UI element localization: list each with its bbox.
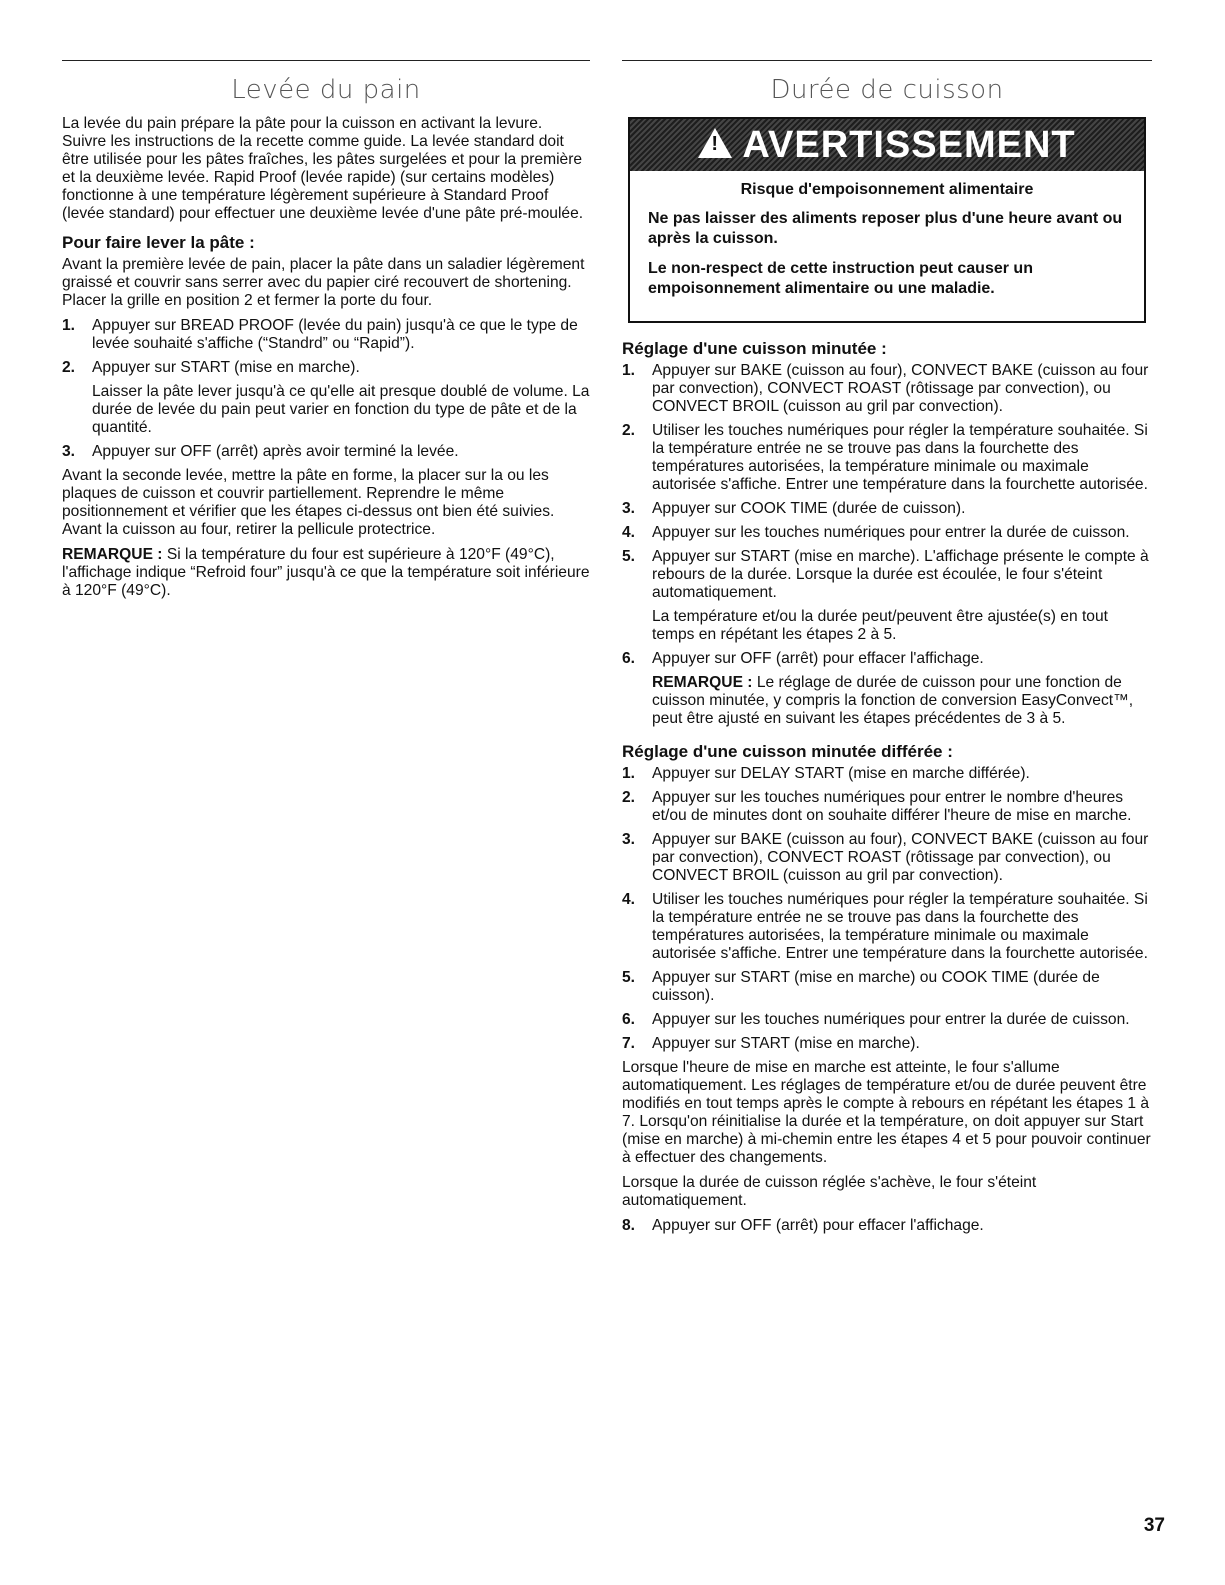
warning-title: Risque d'empoisonnement alimentaire <box>740 181 1034 198</box>
step-number: 3. <box>62 443 76 460</box>
right-column <box>622 60 1152 1241</box>
timed-cook-note <box>622 674 1152 728</box>
section-title-proof: Levée du pain <box>231 75 421 105</box>
step-text: Appuyer sur OFF (arrêt) pour effacer l'affichage. <box>652 1217 984 1234</box>
step-text: Appuyer sur COOK TIME (durée de cuisson). <box>652 500 966 517</box>
note-label: REMARQUE : <box>62 546 163 563</box>
before-paragraph: Avant la première levée de pain, placer la pâte dans un saladier légèrement graissé et couvrir sans serrer avec du papier ciré recouvert de shortening. Placer la grille en position 2 et fermer la porte du four. <box>62 256 585 309</box>
step-number: 1. <box>62 317 76 334</box>
subheading-timed-cook: Réglage d'une cuisson minutée : <box>622 339 887 358</box>
step-number: 6. <box>622 1011 636 1028</box>
left-column <box>62 60 590 607</box>
section-title-cook-time: Durée de cuisson <box>770 75 1004 105</box>
top-rule <box>62 60 590 61</box>
intro-paragraph: La levée du pain prépare la pâte pour la cuisson en activant la levure. Suivre les instructions de la recette comme guide. La levée standard doit être utilisée pour les pâtes fraîches, les pâtes surgelées et pour la première et la deuxième levée. Rapid Proof (levée rapide) (sur certains modèles) fonctionne à une température légèrement supérieure à Standard Proof (levée standard) pour effectuer une deuxième levée d'une pâte pré-moulée. <box>62 115 584 222</box>
step-text: Appuyer sur les touches numériques pour entrer la durée de cuisson. <box>652 1011 1130 1028</box>
delayed-cook-paragraph-2: Lorsque la durée de cuisson réglée s'achève, le four s'éteint automatiquement. <box>622 1174 1037 1209</box>
step-subtext: Laisser la pâte lever jusqu'à ce qu'elle ait presque doublé de volume. La durée de levée du pain peut varier en fonction du type de pâte et de la quantité. <box>92 383 590 436</box>
list-item <box>622 831 1152 885</box>
step-number: 8. <box>622 1217 636 1234</box>
list-item <box>622 1035 1152 1053</box>
note-paragraph <box>62 546 590 600</box>
step-text: Appuyer sur les touches numériques pour entrer la durée de cuisson. <box>652 524 1130 541</box>
delayed-cook-paragraph-1: Lorsque l'heure de mise en marche est atteinte, le four s'allume automatiquement. Les réglages de température et/ou de durée peuvent être modifiés en tout temps après le compte à rebours en répétant les étapes 1 à 7. Lorsqu'on réinitialise la durée et la température, on doit appuyer sur Start (mise en marche) à mi-chemin entre les étapes 4 et 5 pour pouvoir continuer à effectuer des changements. <box>622 1059 1151 1166</box>
step-number: 7. <box>622 1035 636 1052</box>
step-number: 2. <box>622 789 636 806</box>
top-rule <box>622 60 1152 61</box>
step-text: Utiliser les touches numériques pour régler la température souhaitée. Si la température entrée ne se trouve pas dans la fourchette des températures autorisées, la température minimale ou maximale autorisée s'affiche. Entrer une température dans la fourchette autorisée. <box>652 422 1148 493</box>
note-text: Le réglage de durée de cuisson pour une fonction de cuisson minutée, y compris la fonction de conversion EasyConvect™, peut être ajusté en suivant les étapes précédentes de 3 à 5. <box>652 674 1134 727</box>
delayed-cook-steps-end <box>622 1217 1152 1235</box>
list-item <box>622 969 1152 1005</box>
list-item <box>622 548 1152 644</box>
warning-body <box>630 171 1144 321</box>
list-item <box>62 443 590 461</box>
step-text: Appuyer sur BAKE (cuisson au four), CONVECT BAKE (cuisson au four par convection), CONVECT ROAST (rôtissage par convection), ou CONVECT BROIL (cuisson au gril par convection). <box>652 362 1149 415</box>
timed-cook-steps <box>622 362 1152 668</box>
step-text: Appuyer sur les touches numériques pour entrer le nombre d'heures et/ou de minutes dont on souhaite différer l'heure de mise en marche. <box>652 789 1132 824</box>
step-number: 2. <box>622 422 636 439</box>
step-text: Appuyer sur START (mise en marche). L'affichage présente le compte à rebours de la durée. Lorsque la durée est écoulée, le four s'éteint automatiquement. <box>652 548 1149 601</box>
step-number: 2. <box>62 359 76 376</box>
warning-box <box>628 117 1146 323</box>
step-number: 1. <box>622 765 636 782</box>
note-label: REMARQUE : <box>652 674 753 691</box>
step-number: 4. <box>622 891 636 908</box>
warning-line-1: Ne pas laisser des aliments reposer plus d'une heure avant ou après la cuisson. <box>648 210 1123 247</box>
list-item <box>622 650 1152 668</box>
step-text: Appuyer sur OFF (arrêt) pour effacer l'affichage. <box>652 650 984 667</box>
list-item <box>622 362 1152 416</box>
step-text: Appuyer sur BREAD PROOF (levée du pain) jusqu'à ce que le type de levée souhaité s'affiche (“Standrd” ou “Rapid”). <box>92 317 578 352</box>
proof-steps <box>62 317 590 461</box>
step-text: Appuyer sur OFF (arrêt) après avoir terminé la levée. <box>92 443 459 460</box>
list-item <box>622 524 1152 542</box>
delayed-cook-steps <box>622 765 1152 1053</box>
list-item <box>622 1217 1152 1235</box>
page-number: 37 <box>1143 1515 1165 1536</box>
warning-line-2: Le non-respect de cette instruction peut causer un empoisonnement alimentaire ou une maladie. <box>648 260 1033 297</box>
step-number: 3. <box>622 500 636 517</box>
list-item <box>62 359 590 437</box>
list-item <box>622 500 1152 518</box>
list-item <box>622 765 1152 783</box>
step-number: 3. <box>622 831 636 848</box>
step-number: 5. <box>622 969 636 986</box>
step-number: 1. <box>622 362 636 379</box>
step-number: 4. <box>622 524 636 541</box>
subheading-proof: Pour faire lever la pâte : <box>62 233 255 252</box>
note-text: Si la température du four est supérieure à 120°F (49°C), l'affichage indique “Refroid four” jusqu'à ce que la température soit inférieure à 120°F (49°C). <box>62 546 590 599</box>
step-text: Appuyer sur BAKE (cuisson au four), CONVECT BAKE (cuisson au four par convection), CONVECT ROAST (rôtissage par convection), ou CONVECT BROIL (cuisson au gril par convection). <box>652 831 1149 884</box>
list-item <box>622 891 1152 963</box>
exclamation-icon: ! <box>711 133 720 155</box>
step-text: Utiliser les touches numériques pour régler la température souhaitée. Si la température entrée ne se trouve pas dans la fourchette des températures autorisées, la température minimale ou maximale autorisée s'affiche. Entrer une température dans la fourchette autorisée. <box>652 891 1148 962</box>
step-text: Appuyer sur DELAY START (mise en marche différée). <box>652 765 1030 782</box>
second-rise-paragraph: Avant la seconde levée, mettre la pâte en forme, la placer sur la ou les plaques de cuisson et couvrir partiellement. Reprendre le même positionnement et vérifier que les étapes ci-dessus ont bien été suivies. Avant la cuisson au four, retirer la pellicule protectrice. <box>62 467 555 538</box>
warning-banner <box>630 119 1144 171</box>
warning-triangle-icon <box>698 128 732 158</box>
step-text: Appuyer sur START (mise en marche) ou COOK TIME (durée de cuisson). <box>652 969 1100 1004</box>
list-item <box>622 422 1152 494</box>
step-text: Appuyer sur START (mise en marche). <box>652 1035 920 1052</box>
step-text: Appuyer sur START (mise en marche). <box>92 359 360 376</box>
warning-banner-text: AVERTISSEMENT <box>742 123 1076 166</box>
list-item <box>62 317 590 353</box>
list-item <box>622 1011 1152 1029</box>
step-number: 6. <box>622 650 636 667</box>
step-subtext: La température et/ou la durée peut/peuvent être ajustée(s) en tout temps en répétant les étapes 2 à 5. <box>652 608 1108 643</box>
step-number: 5. <box>622 548 636 565</box>
list-item <box>622 789 1152 825</box>
subheading-delayed-cook: Réglage d'une cuisson minutée différée : <box>622 742 953 761</box>
